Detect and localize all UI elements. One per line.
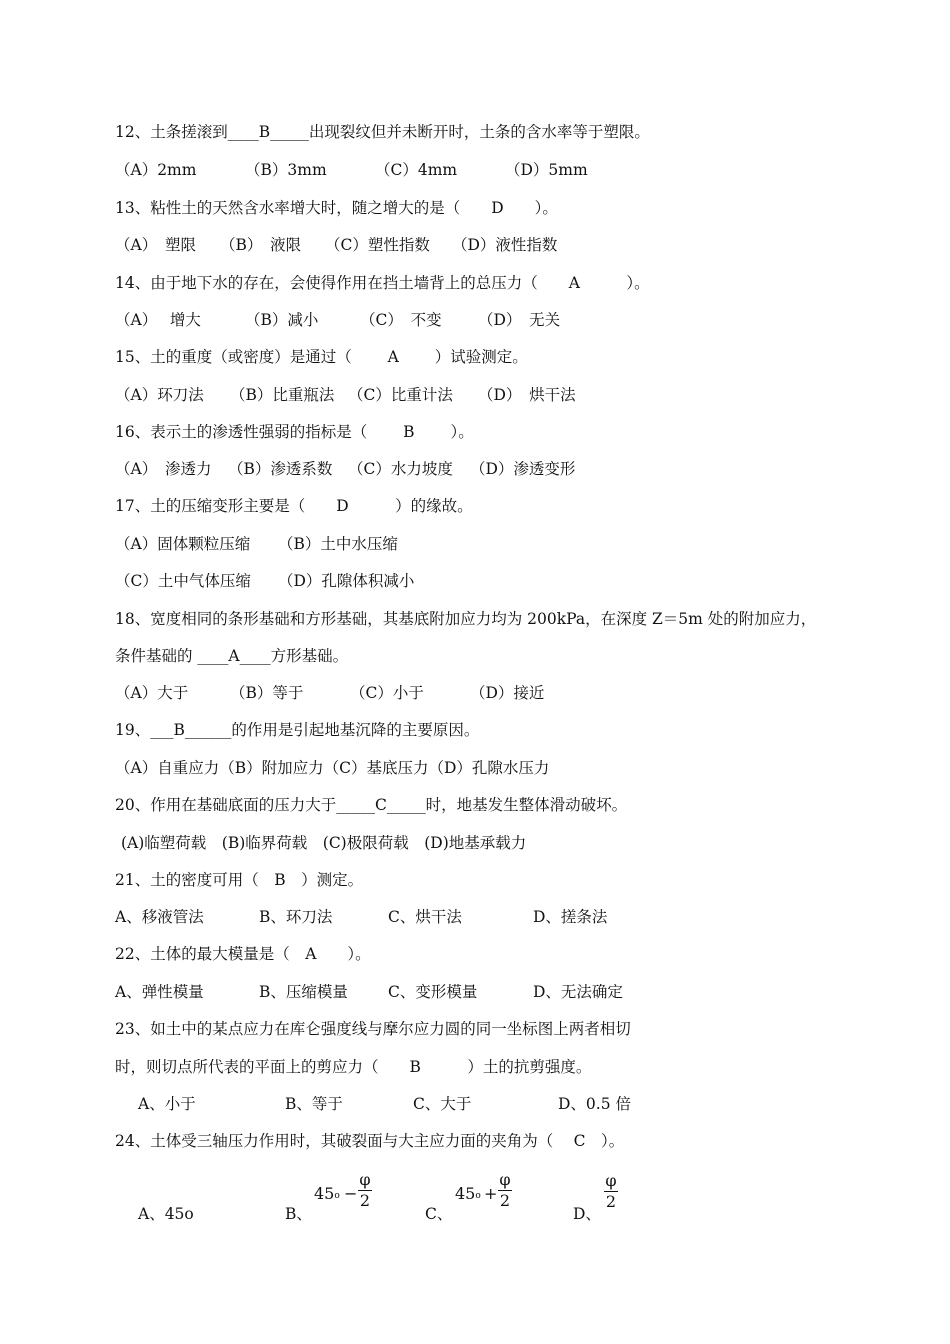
option-b: B、压缩模量 bbox=[259, 983, 348, 1001]
option-d: D、 bbox=[573, 1205, 601, 1223]
option-b: B、 bbox=[285, 1205, 312, 1223]
question-text: 19、___B______的作用是引起地基沉降的主要原因。 bbox=[115, 721, 480, 739]
option-d: （D）接近 bbox=[470, 684, 545, 702]
question-text: 16、表示土的渗透性强弱的指标是（ B ）。 bbox=[115, 423, 474, 441]
question-20 bbox=[0, 795, 950, 835]
denominator: 2 bbox=[499, 1191, 511, 1210]
option-b: （B） 液限 bbox=[220, 236, 302, 254]
formula-c-prefix: 45o bbox=[455, 1184, 481, 1203]
question-text: 20、作用在基础底面的压力大于_____C_____时，地基发生整体滑动破坏。 bbox=[115, 796, 628, 814]
option-a: （A）大于 bbox=[115, 684, 189, 702]
option-b: （B）比重瓶法 bbox=[230, 386, 335, 404]
option-d: （D）液性指数 bbox=[452, 236, 558, 254]
question-text: 18、宽度相同的条形基础和方形基础，其基底附加应力均为 200kPa，在深度 Z＝5m 处的附加应力， bbox=[115, 610, 817, 628]
question-12 bbox=[0, 122, 950, 162]
option-a: （A） 塑限 bbox=[115, 236, 196, 254]
option-a: （A） 增大 bbox=[115, 311, 201, 329]
formula-c-fraction bbox=[498, 1171, 512, 1210]
options-24 bbox=[0, 1204, 950, 1304]
option-a: A、弹性模量 bbox=[115, 983, 204, 1001]
formula-d-fraction bbox=[604, 1172, 618, 1211]
question-text: 22、土体的最大模量是（ A ）。 bbox=[115, 945, 371, 963]
option-b: （B）3mm bbox=[245, 161, 327, 179]
option-d: D、无法确定 bbox=[533, 983, 623, 1001]
question-text: 21、土的密度可用（ B ）测定。 bbox=[115, 871, 364, 889]
options-text: （A）自重应力（B）附加应力（C）基底压力（D）孔隙水压力 bbox=[115, 759, 550, 777]
question-text: 13、粘性土的天然含水率增大时，随之增大的是（ D ）。 bbox=[115, 199, 558, 217]
option-c: （C）水力坡度 bbox=[348, 460, 453, 478]
question-18-cont bbox=[0, 646, 950, 686]
question-21 bbox=[0, 870, 950, 910]
option-c: （C）小于 bbox=[350, 684, 424, 702]
formula-b-operator: − bbox=[344, 1184, 358, 1203]
question-23 bbox=[0, 1019, 950, 1059]
formula-c-operator: + bbox=[484, 1184, 498, 1203]
question-24 bbox=[0, 1131, 950, 1171]
option-c: （C）比重计法 bbox=[348, 386, 453, 404]
question-18 bbox=[0, 609, 950, 649]
denominator: 2 bbox=[605, 1192, 617, 1211]
option-a: （A）2mm bbox=[115, 161, 197, 179]
option-d: （D）5mm bbox=[505, 161, 588, 179]
question-13 bbox=[0, 198, 950, 238]
option-d: D、搓条法 bbox=[533, 908, 608, 926]
question-text: 12、土条搓滚到____B_____出现裂纹但并未断开时，土条的含水率等于塑限。 bbox=[115, 123, 650, 141]
question-text: 14、由于地下水的存在，会使得作用在挡土墙背上的总压力（ A ）。 bbox=[115, 274, 650, 292]
question-text: 23、如土中的某点应力在库仑强度线与摩尔应力圆的同一坐标图上两者相切 bbox=[115, 1020, 631, 1038]
question-16 bbox=[0, 422, 950, 462]
option-b: B、环刀法 bbox=[259, 908, 333, 926]
option-d: D、0.5 倍 bbox=[558, 1095, 632, 1113]
formula-b-prefix: 45o bbox=[314, 1184, 340, 1203]
option-c: C、变形模量 bbox=[388, 983, 478, 1001]
options-20 bbox=[0, 833, 950, 873]
options-19 bbox=[0, 758, 950, 798]
question-text: 15、土的重度（或密度）是通过（ A ）试验测定。 bbox=[115, 348, 528, 366]
question-23-cont bbox=[0, 1057, 950, 1097]
question-text: 17、土的压缩变形主要是（ D ）的缘故。 bbox=[115, 497, 473, 515]
numerator: φ bbox=[605, 1171, 617, 1190]
option-c: （C）4mm bbox=[375, 161, 458, 179]
question-17 bbox=[0, 496, 950, 536]
question-19 bbox=[0, 720, 950, 760]
option-c: C、 bbox=[425, 1205, 453, 1223]
question-text-cont: 时，则切点所代表的平面上的剪应力（ B ）土的抗剪强度。 bbox=[115, 1058, 592, 1076]
option-a: （A） 渗透力 bbox=[115, 460, 212, 478]
numerator: φ bbox=[499, 1170, 511, 1189]
option-d: （D）孔隙体积减小 bbox=[278, 572, 415, 590]
option-a: A、小于 bbox=[138, 1095, 196, 1113]
option-a: A、移液管法 bbox=[115, 908, 204, 926]
option-d: （D）渗透变形 bbox=[470, 460, 576, 478]
option-d: （D） 烘干法 bbox=[478, 386, 576, 404]
options-text: (A)临塑荷载 (B)临界荷载 (C)极限荷载 (D)地基承载力 bbox=[121, 834, 527, 852]
denominator: 2 bbox=[359, 1191, 371, 1210]
question-text-cont: 条件基础的 ____A____方形基础。 bbox=[115, 647, 349, 665]
option-b: （B）等于 bbox=[230, 684, 304, 702]
question-14 bbox=[0, 273, 950, 313]
option-c: C、烘干法 bbox=[388, 908, 462, 926]
option-d: （D） 无关 bbox=[478, 311, 561, 329]
option-b: B、等于 bbox=[285, 1095, 343, 1113]
question-22 bbox=[0, 944, 950, 984]
option-a: （A）固体颗粒压缩 bbox=[115, 535, 251, 553]
option-b: （B）土中水压缩 bbox=[278, 535, 398, 553]
option-b: （B）渗透系数 bbox=[228, 460, 333, 478]
formula-b-fraction bbox=[358, 1171, 372, 1210]
option-b: （B）减小 bbox=[245, 311, 319, 329]
option-c: （C）土中气体压缩 bbox=[115, 572, 251, 590]
option-c: C、大于 bbox=[413, 1095, 472, 1113]
question-text: 24、土体受三轴压力作用时，其破裂面与大主应力面的夹角为（ C ）。 bbox=[115, 1132, 625, 1150]
numerator: φ bbox=[359, 1170, 371, 1189]
option-c: （C）塑性指数 bbox=[325, 236, 430, 254]
option-c: （C） 不变 bbox=[360, 311, 442, 329]
option-a: A、45o bbox=[138, 1205, 194, 1223]
option-a: （A）环刀法 bbox=[115, 386, 204, 404]
question-15 bbox=[0, 347, 950, 387]
